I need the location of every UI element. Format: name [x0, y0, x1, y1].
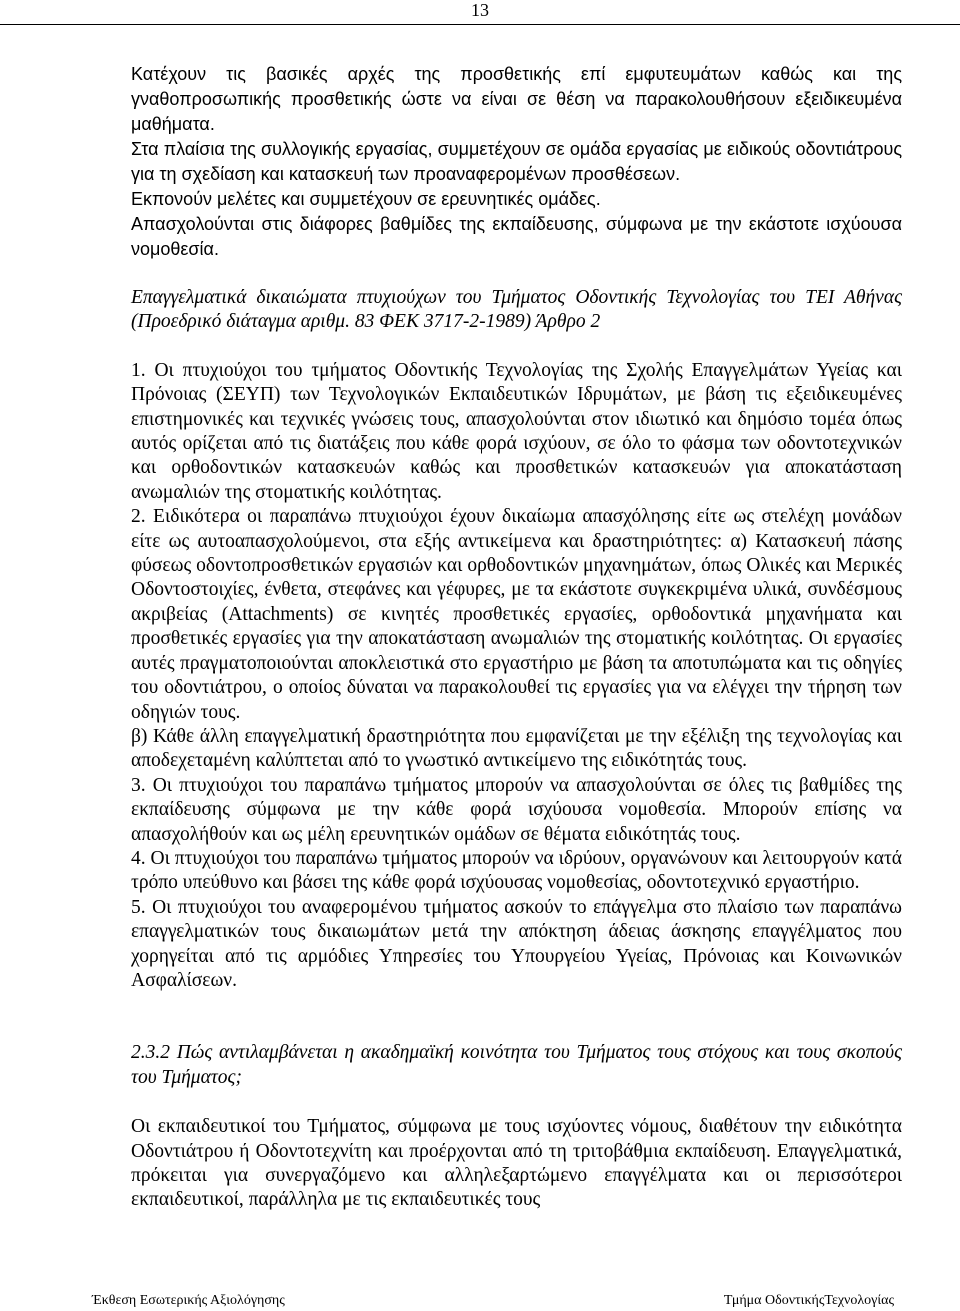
rights-item: 2. Ειδικότερα οι παραπάνω πτυχιούχοι έχουν δικαίωμα απασχόλησης είτε ως στελέχη μονάδων είτε ως αυτοαπασχολούμενοι, στα εξής αντικείμενα και δραστηριότητες: α) Κατασκευή πάσης φύσεως οδοντοπροσθετικών εργασιών και ορθοδοντικών μηχανημάτων, όπως Ολικές και Μερικές Οδοντοστοιχίες, ένθετα, στεφάνες και γέφυρες, με τα εκάστοτε συγκεκριμένα υλικά, συνδέσμους ακριβείας (Attachments) σε κινητές προσθετικές εργασίες, ορθοδοντικά μηχανήματα και προσθετικές εργασίες για την αποκατάσταση ανωμαλιών της στοματικής κοιλότητας. Οι εργασίες αυτές πραγματοποιούνται αποκλειστικά στο εργαστήριο με βάση τα αποτυπώματα και τις οδηγίες του οδοντιάτρου, ο οποίος δύναται να παρακολουθεί τις εργασίες για να ελέγχει την τήρηση των οδηγιών τους. — [131, 506, 902, 723]
rights-item: β) Κάθε άλλη επαγγελματική δραστηριότητα που εμφανίζεται με την εξέλιξη της τεχνολογίας και αποδεχεταμένη καλύπτεται από το γνωστικό αντικείμενο της ειδικότητάς τους. — [131, 725, 902, 772]
rights-list — [131, 359, 902, 994]
section-heading: 2.3.2 Πώς αντιλαμβάνεται η ακαδημαϊκή κοινότητα του Τμήματος τους στόχους και τους σκοπούς του Τμήματος; — [131, 1042, 902, 1088]
footer-department: Τμήμα ΟδοντικήςΤεχνολογίας — [723, 1293, 894, 1308]
footer-report-title: Έκθεση Εσωτερικής Αξιολόγησης — [92, 1293, 285, 1308]
page-content — [131, 62, 902, 1213]
rights-item: 3. Οι πτυχιούχοι του παραπάνω τμήματος μπορούν να απασχολούνται σε όλες τις βαθμίδες της εκπαίδευσης σύμφωνα με την κάθε φορά ισχύουσα νομοθεσία. Μπορούν επίσης να απασχολήθούν και ως μέλη ερευνητικών ομάδων σε θέματα ειδικότητάς τους. — [131, 774, 902, 845]
rights-item: 1. Οι πτυχιούχοι του τμήματος Οδοντικής Τεχνολογίας της Σχολής Επαγγελμάτων Υγείας και Πρόνοιας (ΣΕΥΠ) των Τεχνολογικών Εκπαιδευτικών Ιδρυμάτων, με βάση τις εξειδικευμένες επιστημονικές και τεχνικές γνώσεις τους, απασχολούνται στον ιδιωτικό και δημόσιο τομέα όπως αυτός ορίζεται από τις διατάξεις που κάθε φορά ισχύουν, σε όλο το φάσμα των οδοντοτεχνικών και ορθοδοντικών κατασκευών καθώς και προσθετικών κατασκευών για αποκατάσταση ανωμαλιών της στοματικής κοιλότητας. — [131, 359, 902, 503]
rights-item: 4. Οι πτυχιούχοι του παραπάνω τμήματος μπορούν να ιδρύουν, οργανώνουν και λειτουργούν κατά τρόπο υπεύθυνο και βάσει της κάθε φορά ισχύουσας νομοθεσίας, οδοντοτεχνικό εργαστήριο. — [131, 847, 902, 894]
intro-paragraph: Εκπονούν μελέτες και συμμετέχουν σε ερευνητικές ομάδες. — [131, 189, 601, 209]
intro-paragraph: Κατέχουν τις βασικές αρχές της προσθετικής επί εμφυτευμάτων καθώς και της γναθοπροσωπικής προσθετικής ώστε να είναι σε θέση να παρακολουθήσουν εξειδικευμένα μαθήματα. — [131, 64, 902, 134]
intro-block — [131, 62, 902, 262]
section-body: Οι εκπαιδευτικοί του Τμήματος, σύμφωνα με τους ισχύοντες νόμους, διαθέτουν την ειδικότητα Οδοντιάτρου ή Οδοντοτεχνίτη και προέρχονται από τη τριτοβάθμια εκπαίδευση. Επαγγελματικά, πρόκειται για συνεργαζόμενο και αλληλεξαρτώμενο επαγγέλματα και οι περισσότεροι εκπαιδευτικοί, παράλληλα με τις εκπαιδευτικές τους — [131, 1116, 902, 1211]
intro-paragraph: Στα πλαίσια της συλλογικής εργασίας, συμμετέχουν σε ομάδα εργασίας με ειδικούς οδοντιάτρους για τη σχεδίαση και κατασκευή των προαναφερομένων προσθέσεων. — [131, 139, 902, 184]
page-number: 13 — [0, 0, 960, 25]
rights-item: 5. Οι πτυχιούχοι του αναφερομένου τμήματος ασκούν το επάγγελμα στο πλαίσιο των παραπάνω επαγγελματικών τους δικαιωμάτων μετά την απόκτηση άδειας άσκησης επαγγέλματος που χορηγείται από τις αρμόδιες Υπηρεσίες του Υπουργείου Υγείας, Πρόνοιας και Κοινωνικών Ασφαλίσεων. — [131, 896, 902, 991]
intro-paragraph: Απασχολούνται στις διάφορες βαθμίδες της εκπαίδευσης, σύμφωνα με την εκάστοτε ισχύουσα νομοθεσία. — [131, 214, 902, 259]
rights-heading: Επαγγελματικά δικαιώματα πτυχιούχων του Τμήματος Οδοντικής Τεχνολογίας του ΤΕΙ Αθήνας (Προεδρικό διάταγμα αριθμ. 83 ΦΕΚ 3717-2-1989) Άρθρο 2 — [131, 287, 902, 333]
page-footer — [92, 1292, 894, 1311]
